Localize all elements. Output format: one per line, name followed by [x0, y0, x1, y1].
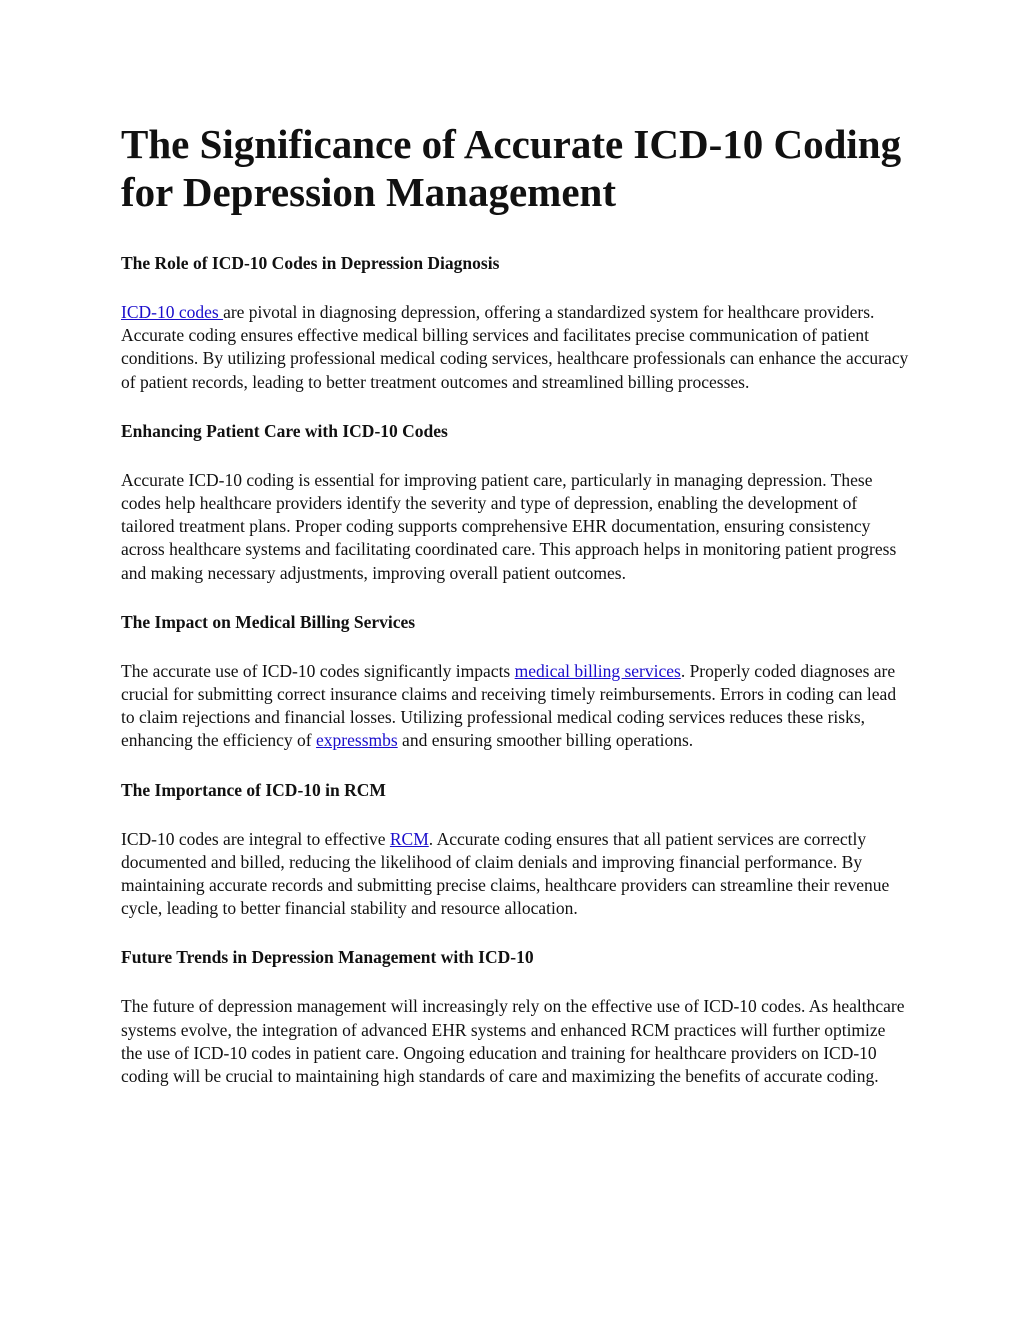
section-paragraph-role — [121, 301, 911, 394]
icd10-codes-link[interactable]: ICD-10 codes — [121, 302, 224, 322]
paragraph-text: Accurate ICD-10 coding is essential for improving patient care, particularly in managing depression. These codes help healthcare providers identify the severity and type of depression, enabling the development of tailored treatment plans. Proper coding supports comprehensive EHR documentation, ensuring consistency across healthcare systems and facilitating coordinated care. This approach helps in monitoring patient progress and making necessary adjustments, improving overall patient outcomes. — [121, 469, 897, 583]
section-heading-rcm: The Importance of ICD-10 in RCM — [121, 779, 386, 800]
section-heading-future: Future Trends in Depression Management with ICD-10 — [121, 947, 534, 968]
paragraph-text: are pivotal in diagnosing depression, offering a standardized system for healthcare providers. Accurate coding ensures effective medical billing services and facilitates precise communication of patient conditions. By utilizing professional medical coding services, healthcare professionals can enhance the accuracy of patient records, leading to better treatment outcomes and streamlined billing processes. — [121, 302, 909, 392]
page-title: The Significance of Accurate ICD-10 Coding for Depression Management — [121, 121, 902, 215]
expressmbs-link[interactable]: expressmbs — [316, 730, 398, 751]
document-page — [121, 120, 911, 1088]
paragraph-text: ICD-10 codes are integral to effective — [121, 828, 390, 849]
section-heading-role: The Role of ICD-10 Codes in Depression Diagnosis — [121, 253, 500, 273]
section-paragraph-impact — [121, 660, 911, 753]
paragraph-text: The accurate use of ICD-10 codes significantly impacts — [121, 660, 515, 681]
paragraph-text: . Accurate coding ensures that all patient services are correctly documented and billed, reducing the likelihood of claim denials and improving financial performance. By maintaining accurate records and submitting precise claims, healthcare providers can streamline their revenue cycle, leading to better financial stability and resource allocation. — [121, 828, 890, 919]
rcm-link[interactable]: RCM — [389, 828, 429, 849]
section-paragraph-rcm — [121, 828, 911, 921]
section-paragraph-future — [121, 995, 911, 1088]
section-paragraph-enhancing — [121, 469, 911, 585]
section-heading-impact: The Impact on Medical Billing Services — [121, 611, 416, 632]
paragraph-text: . Properly coded diagnoses are crucial for submitting correct insurance claims and receiving timely reimbursements. Errors in coding can lead to claim rejections and financial losses. Utilizing professional medical coding services reduces these risks, enhancing the efficiency of — [121, 660, 897, 751]
section-heading-enhancing: Enhancing Patient Care with ICD-10 Codes — [121, 420, 448, 441]
medical-billing-services-link[interactable]: medical billing services — [514, 660, 681, 681]
paragraph-text: The future of depression management will increasingly rely on the effective use of ICD-10 codes. As healthcare systems evolve, the integration of advanced EHR systems and enhanced RCM practices will further optimize the use of ICD-10 codes in patient care. Ongoing education and training for healthcare providers on ICD-10 coding will be crucial to maintaining high standards of care and maximizing the benefits of accurate coding. — [121, 996, 905, 1087]
paragraph-text: and ensuring smoother billing operations. — [397, 730, 694, 751]
